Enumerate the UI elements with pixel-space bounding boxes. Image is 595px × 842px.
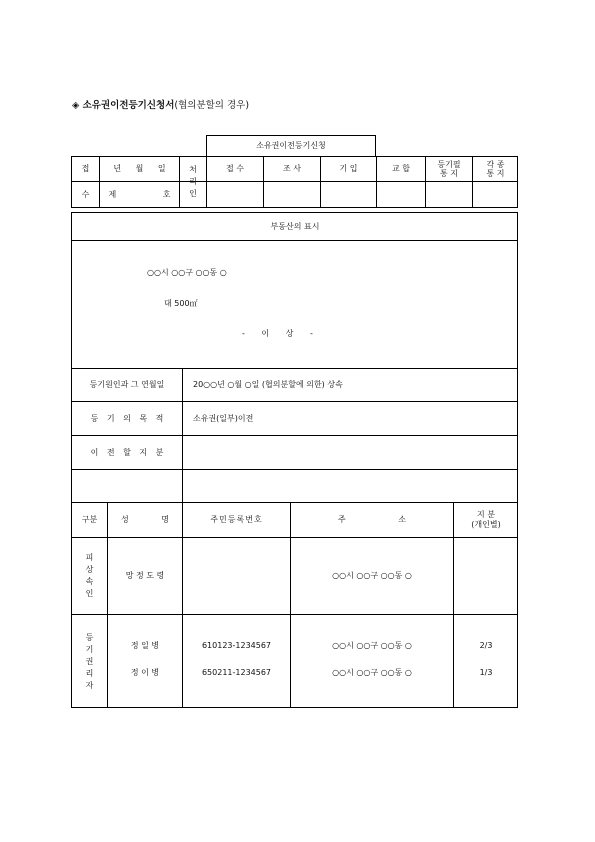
reception-header: 소유권이전등기신청 [256, 141, 326, 150]
rights-person-2-name: 정 이 병 [130, 668, 160, 677]
rights-person-2-address: ○○시 ○○구 ○○동 ○ [332, 668, 412, 677]
cause-label: 등기원인과 그 연월일 [89, 380, 165, 389]
purpose-label: 등 기 의 목 적 [90, 413, 164, 423]
decedent-share [454, 538, 518, 614]
rights-person-1-id: 610123-1234567 [201, 641, 272, 650]
rights-person-1-share: 2/3 [479, 641, 493, 650]
property-header: 부동산의 표시 [270, 221, 320, 231]
purpose-value: 소유권(일부)이전 [193, 414, 254, 423]
reception-col-2: 조 사 [283, 164, 301, 173]
rights-person-2-share: 1/3 [479, 668, 493, 677]
party-header-address: 주 소 [338, 515, 406, 524]
reception-col-4: 교 합 [392, 164, 410, 173]
decedent-id [183, 538, 290, 614]
party-header-id: 주민등록번호 [210, 515, 263, 524]
party-header-share: 지 분 (개인별) [471, 509, 501, 529]
reception-handler [180, 157, 206, 207]
property-area: 대 500㎡ [164, 299, 198, 308]
reception-col-5: 등기필 통 지 [437, 159, 461, 178]
reception-handler-text: 처리인 [189, 165, 197, 198]
property-end: - 이 상 - [242, 329, 313, 338]
party-header-type: 구분 [81, 515, 98, 524]
reception-jeop: 접 [81, 164, 90, 173]
reception-su: 수 [81, 189, 90, 199]
reception-date-label: 년 월 일 [113, 164, 166, 173]
document-title [72, 97, 249, 111]
rights-person-1-name: 정 일 병 [130, 641, 160, 650]
reception-number-label: 제 호 [108, 189, 171, 199]
rights-label: 등 기 권 리 자 [85, 632, 94, 690]
reception-col-6: 각 종 통 지 [486, 159, 505, 178]
property-address: ○○시 ○○구 ○○동 ○ [147, 268, 227, 277]
cause-value: 20○○년 ○월 ○일 (협의분할에 의한) 상속 [193, 380, 343, 389]
reception-col-1: 접 수 [226, 164, 244, 173]
share-label: 이 전 할 지 분 [90, 447, 164, 457]
title-main: ◈ 소유권이전등기신청서 [72, 100, 175, 111]
rights-person-2-id: 650211-1234567 [201, 668, 272, 677]
rights-person-1-address: ○○시 ○○구 ○○동 ○ [332, 641, 412, 650]
decedent-label: 피 상 속 인 [85, 553, 94, 598]
decedent-address: ○○시 ○○구 ○○동 ○ [332, 571, 412, 580]
decedent-name: 망 정 도 령 [125, 571, 165, 580]
reception-col-3: 기 입 [339, 164, 358, 173]
party-header-name: 성 명 [121, 515, 169, 524]
title-sub: (협의분할의 경우) [174, 100, 250, 111]
